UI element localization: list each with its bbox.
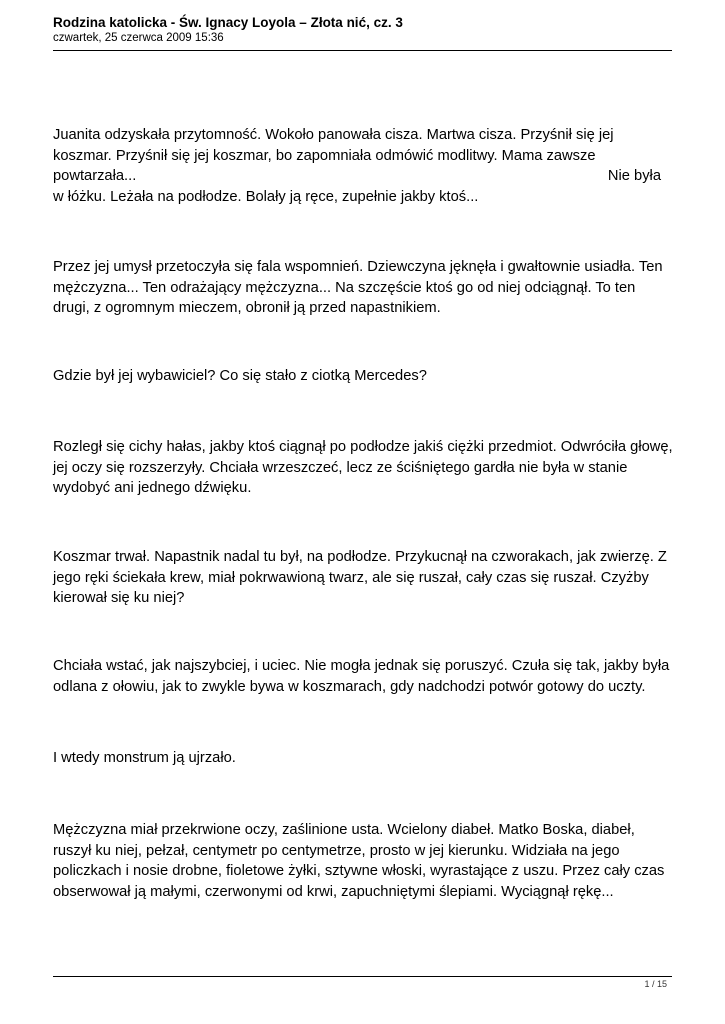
text-line: I wtedy monstrum ją ujrzało.: [53, 750, 236, 766]
paragraph-3: [53, 366, 661, 387]
text-line: Gdzie był jej wybawiciel? Co się stało z ciotką Mercedes?: [53, 368, 427, 384]
text-line-split: [53, 166, 661, 187]
paragraph-1: [53, 125, 661, 207]
text-line: ruszył ku niej, pełzał, centymetr po centymetrze, prosto w jej kierunku. Widziała na jego: [53, 842, 620, 859]
text-line: jej oczy się rozszerzyły. Chciała wrzeszczeć, lecz ze ściśniętego gardła nie była w stanie: [53, 459, 628, 476]
footer-divider: [53, 976, 672, 977]
text-line: Przez jej umysł przetoczyła się fala wspomnień. Dziewczyna jęknęła i gwałtownie usiadła. Ten: [53, 259, 663, 275]
text-line: kierował się ku niej?: [53, 590, 185, 606]
page-number: 1 / 15: [644, 979, 667, 989]
text-line: Rozległ się cichy hałas, jakby ktoś ciągnął po podłodze jakiś ciężki przedmiot. Odwróciła głowę,: [53, 439, 673, 455]
text-line: Mężczyzna miał przekrwione oczy, zaślinione usta. Wcielony diabeł. Matko Boska, diabeł,: [53, 822, 635, 838]
text-fragment: powtarzała...: [53, 168, 137, 184]
paragraph-6: [53, 656, 670, 697]
paragraph-8: [53, 820, 665, 902]
text-line: obserwował ją małymi, czerwonymi od krwi, zapuchniętymi ślepiami. Wyciągnął rękę...: [53, 883, 614, 900]
text-line: w łóżku. Leżała na podłodze. Bolały ją ręce, zupełnie jakby ktoś...: [53, 188, 479, 205]
text-line: jego ręki ściekała krew, miał pokrwawioną twarz, ale się ruszał, cały czas się ruszał. Czyżby: [53, 569, 649, 586]
paragraph-5: [53, 547, 667, 609]
paragraph-2: [53, 257, 661, 319]
text-line: Koszmar trwał. Napastnik nadal tu był, na podłodze. Przykucnął na czworakach, jak zwierzę. Z: [53, 549, 667, 565]
document-title: Rodzina katolicka - Św. Ignacy Loyola – Złota nić, cz. 3: [53, 15, 403, 30]
document-header: [53, 14, 672, 45]
document-date: czwartek, 25 czerwca 2009 15:36: [53, 32, 224, 44]
paragraph-4: [53, 437, 673, 499]
text-line: wydobyć ani jednego dźwięku.: [53, 480, 252, 496]
text-line: policzkach i nosie drobne, fioletowe żyłki, sztywne włoski, wyrastające z uszu. Przez cały czas: [53, 863, 665, 879]
text-line: odlana z ołowiu, jak to zwykle bywa w koszmarach, gdy nadchodzi potwór gotowy do uczty.: [53, 678, 646, 695]
text-fragment: Nie była: [607, 168, 661, 184]
text-line: drugi, z ogromnym mieczem, obronił ją przed napastnikiem.: [53, 300, 441, 316]
text-line: Juanita odzyskała przytomność. Wokoło panowała cisza. Martwa cisza. Przyśnił się jej: [53, 127, 614, 143]
text-line: mężczyzna... Ten odrażający mężczyzna... Na szczęście ktoś go od niej odciągnął. To ten: [53, 279, 636, 296]
header-divider: [53, 50, 672, 51]
text-line: Chciała wstać, jak najszybciej, i uciec. Nie mogła jednak się poruszyć. Czuła się tak, jakby była: [53, 658, 670, 674]
text-line: koszmar. Przyśnił się jej koszmar, bo zapomniała odmówić modlitwy. Mama zawsze: [53, 147, 596, 164]
paragraph-7: [53, 748, 661, 769]
